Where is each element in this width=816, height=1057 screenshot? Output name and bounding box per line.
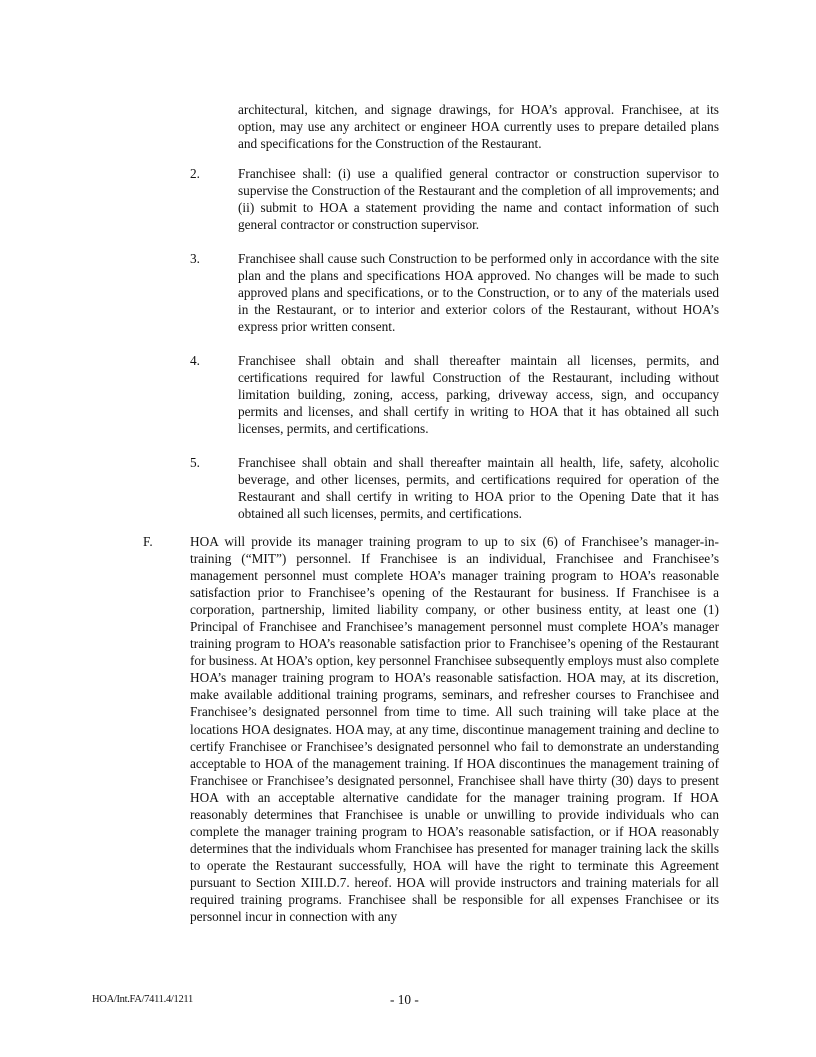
- item-number: 2.: [190, 166, 200, 181]
- item-number: 4.: [190, 353, 200, 368]
- footer-page-number: - 10 -: [390, 992, 419, 1007]
- continuation-paragraph: architectural, kitchen, and signage drawings, for HOA’s approval. Franchisee, at its option, may use any architect or engineer HOA currently uses to prepare detailed plans and specifications for the Construction of the Restaurant.: [238, 102, 719, 152]
- section-f-text: HOA will provide its manager training program to up to six (6) of Franchisee’s manager-in-training (“MIT”) personnel. If Franchisee is an individual, Franchisee and Franchisee’s management personnel must complete HOA’s manager training program to HOA’s reasonable satisfaction prior to Franchisee’s opening of the Restaurant for business. If Franchisee is a corporation, partnership, limited liability company, or other business entity, at least one (1) Principal of Franchisee and Franchisee’s management personnel must complete HOA’s manager training program to HOA’s reasonable satisfaction prior to Franchisee’s opening of the Restaurant for business. At HOA’s option, key personnel Franchisee subsequently employs must also complete HOA’s manager training program to HOA’s reasonable satisfaction. HOA may, at its discretion, make available additional training programs, seminars, and refresher courses to Franchisee and Franchisee’s designated personnel from time to time. All such training will take place at the locations HOA designates. HOA may, at any time, discontinue management training and decline to certify Franchisee or Franchisee’s designated personnel who fail to demonstrate an understanding acceptable to HOA of the management training. If HOA discontinues the management training of Franchisee or Franchisee’s designated personnel, Franchisee shall have thirty (30) days to present HOA with an acceptable alternative candidate for the manager training program. If HOA reasonably determines that Franchisee is unable or unwilling to provide individuals who can complete the manager training program to HOA’s reasonable satisfaction, or if HOA reasonably determines that the individuals whom Franchisee has presented for manager training lack the skills to operate the Restaurant successfully, HOA will have the right to terminate this Agreement pursuant to Section XIII.D.7. hereof. HOA will provide instructors and training materials for all required training programs. Franchisee shall be responsible for all expenses Franchisee or its personnel incur in connection with any: [190, 534, 719, 925]
- item-text: Franchisee shall obtain and shall thereafter maintain all health, life, safety, alcoholic beverage, and other licenses, permits, and certifications required for operation of the Restaurant and shall certify in writing to HOA prior to the Opening Date that it has obtained all such licenses, permits, and certifications.: [238, 455, 719, 522]
- footer-document-id: HOA/Int.FA/7411.4/1211: [92, 994, 193, 1005]
- item-number: 3.: [190, 251, 200, 266]
- item-text: Franchisee shall cause such Construction to be performed only in accordance with the site plan and the plans and specifications HOA approved. No changes will be made to such approved plans and specifications, or to the Construction, or to any of the materials used in the Restaurant, or to interior and exterior colors of the Restaurant, without HOA’s express prior written consent.: [238, 251, 719, 335]
- item-number: 5.: [190, 455, 200, 470]
- section-letter: F.: [143, 534, 153, 549]
- item-text: Franchisee shall: (i) use a qualified general contractor or construction supervisor to supervise the Construction of the Restaurant and the completion of all improvements; and (ii) submit to HOA a statement providing the name and contact information of such general contractor or construction supervisor.: [238, 166, 719, 233]
- item-text: Franchisee shall obtain and shall thereafter maintain all licenses, permits, and certifications required for lawful Construction of the Restaurant, including without limitation building, zoning, access, parking, driveway access, sign, and occupancy permits and licenses, and shall certify in writing to HOA that it has obtained all such licenses, permits, and certifications.: [238, 353, 719, 437]
